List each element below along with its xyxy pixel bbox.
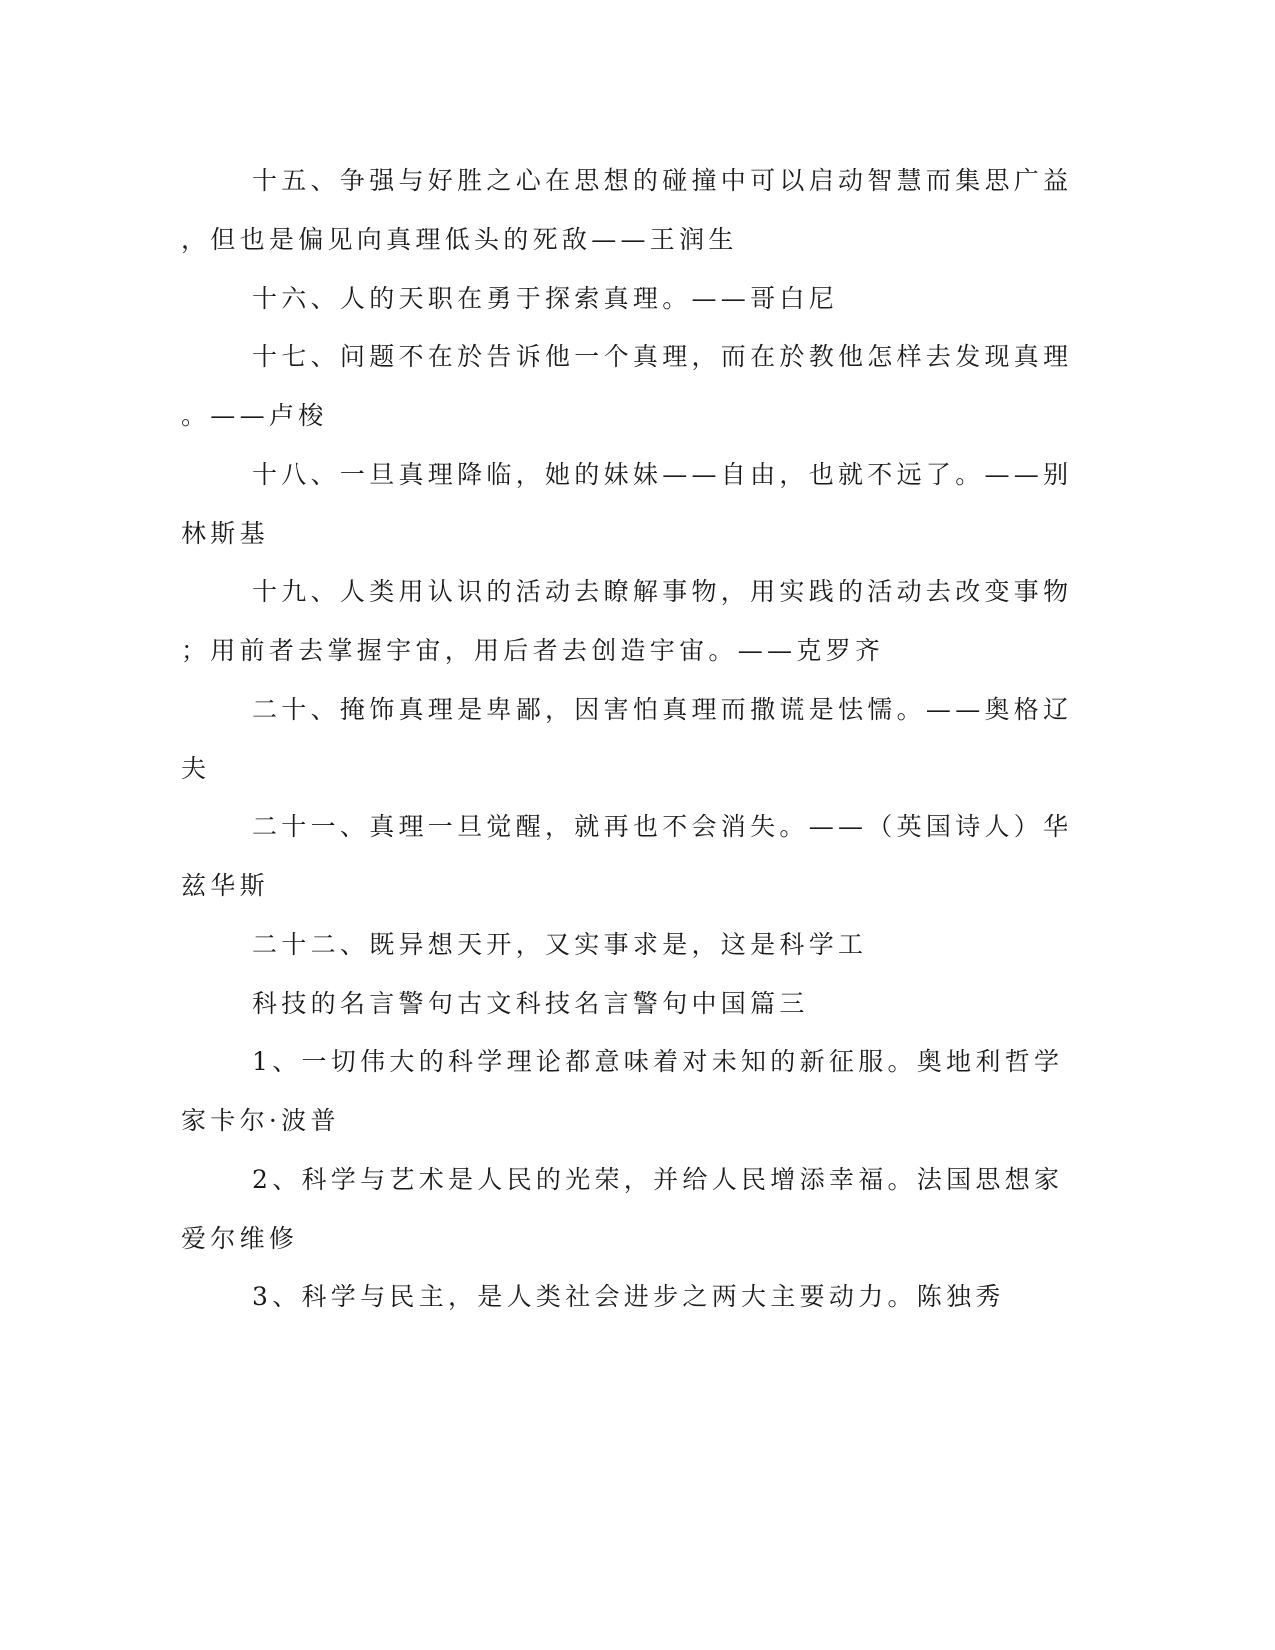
quote-2-line-2: 爱尔维修 [181, 1224, 299, 1253]
quote-16-line-1: 十六、人的天职在勇于探索真理。——哥白尼 [252, 284, 839, 313]
quote-18-line-1: 十八、一旦真理降临，她的妹妹——自由，也就不远了。——别 [252, 460, 1073, 489]
quote-1-line-2: 家卡尔·波普 [181, 1106, 340, 1135]
quote-21-line-2: 兹华斯 [181, 871, 269, 900]
quote-20-line-1: 二十、掩饰真理是卑鄙，因害怕真理而撒谎是怯懦。——奥格辽 [252, 695, 1073, 724]
quote-18-line-2: 林斯基 [181, 519, 269, 548]
quote-19-line-2: ；用前者去掌握宇宙，用后者去创造宇宙。——克罗齐 [181, 636, 885, 665]
quote-22-line-1: 二十二、既异想天开，又实事求是，这是科学工 [252, 930, 868, 959]
quote-2-line-1: 2、科学与艺术是人民的光荣，并给人民增添幸福。法国思想家 [252, 1165, 1064, 1194]
quote-19-line-1: 十九、人类用认识的活动去瞭解事物，用实践的活动去改变事物 [252, 577, 1073, 606]
section-heading: 科技的名言警句古文科技名言警句中国篇三 [252, 989, 809, 1018]
quote-1-line-1: 1、一切伟大的科学理论都意味着对未知的新征服。奥地利哲学 [252, 1047, 1064, 1076]
quote-21-line-1: 二十一、真理一旦觉醒，就再也不会消失。——（英国诗人）华 [252, 812, 1073, 841]
quote-17-line-1: 十七、问题不在於告诉他一个真理，而在於教他怎样去发现真理 [252, 342, 1073, 371]
quote-15-line-2: ，但也是偏见向真理低头的死敌——王润生 [181, 225, 738, 254]
quote-3-line-1: 3、科学与民主，是人类社会进步之两大主要动力。陈独秀 [252, 1282, 1005, 1311]
quote-17-line-2: 。——卢梭 [181, 401, 328, 430]
quote-15-line-1: 十五、争强与好胜之心在思想的碰撞中可以启动智慧而集思广益 [252, 166, 1073, 195]
quote-20-line-2: 夫 [181, 754, 211, 783]
